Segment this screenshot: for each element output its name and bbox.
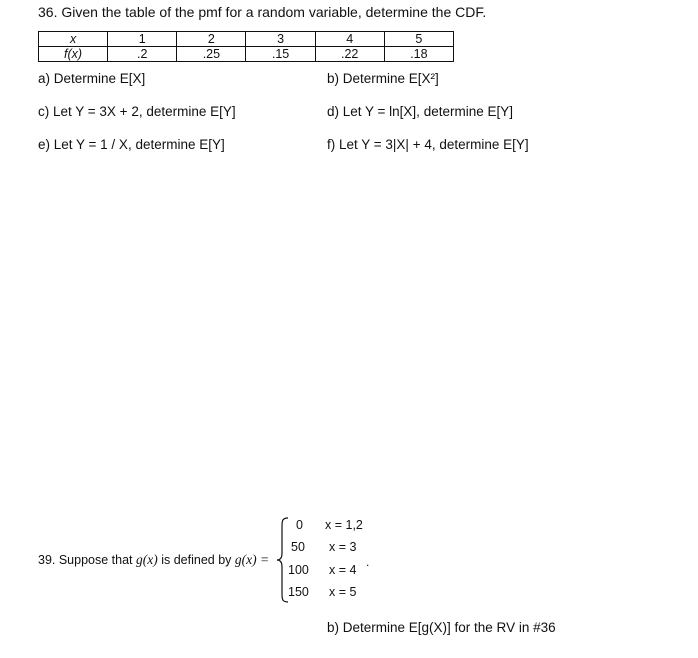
table-row bbox=[39, 32, 454, 47]
table-cell: .25 bbox=[177, 47, 246, 62]
q39-gx: g(x) bbox=[136, 552, 158, 567]
case-value: 150 bbox=[288, 585, 309, 599]
table-cell: 5 bbox=[384, 32, 453, 47]
table-row bbox=[39, 47, 454, 62]
case-value: 0 bbox=[296, 518, 303, 532]
q39-middle: is defined by bbox=[157, 553, 235, 567]
table-cell: 2 bbox=[177, 32, 246, 47]
case-value: 50 bbox=[291, 540, 305, 554]
pmf-table bbox=[38, 31, 454, 62]
table-cell: 4 bbox=[315, 32, 384, 47]
table-cell: .22 bbox=[315, 47, 384, 62]
trailing-period: . bbox=[366, 555, 370, 569]
part-b: b) Determine E[X²] bbox=[327, 71, 439, 86]
question-36-title: 36. Given the table of the pmf for a random variable, determine the CDF. bbox=[38, 4, 487, 20]
case-value: 100 bbox=[288, 563, 309, 577]
table-cell: .18 bbox=[384, 47, 453, 62]
case-condition: x = 5 bbox=[329, 585, 357, 599]
part-c: c) Let Y = 3X + 2, determine E[Y] bbox=[38, 104, 236, 119]
case-condition: x = 1,2 bbox=[325, 518, 363, 532]
table-cell: 3 bbox=[246, 32, 315, 47]
table-cell: x bbox=[39, 32, 108, 47]
case-condition: x = 4 bbox=[329, 563, 357, 577]
table-cell: .15 bbox=[246, 47, 315, 62]
part-a: a) Determine E[X] bbox=[38, 71, 146, 86]
table-cell: .2 bbox=[108, 47, 177, 62]
question-39-text bbox=[38, 552, 269, 568]
part-e: e) Let Y = 1 / X, determine E[Y] bbox=[38, 137, 225, 152]
q39-part-b: b) Determine E[g(X)] for the RV in #36 bbox=[327, 620, 556, 635]
q39-gx-eq: g(x) = bbox=[234, 552, 270, 567]
part-f: f) Let Y = 3|X| + 4, determine E[Y] bbox=[327, 137, 529, 152]
part-d: d) Let Y = ln[X], determine E[Y] bbox=[327, 104, 513, 119]
table-cell: 1 bbox=[108, 32, 177, 47]
case-condition: x = 3 bbox=[329, 540, 357, 554]
table-cell: f(x) bbox=[39, 47, 108, 62]
q39-prefix: 39. Suppose that bbox=[38, 553, 136, 567]
